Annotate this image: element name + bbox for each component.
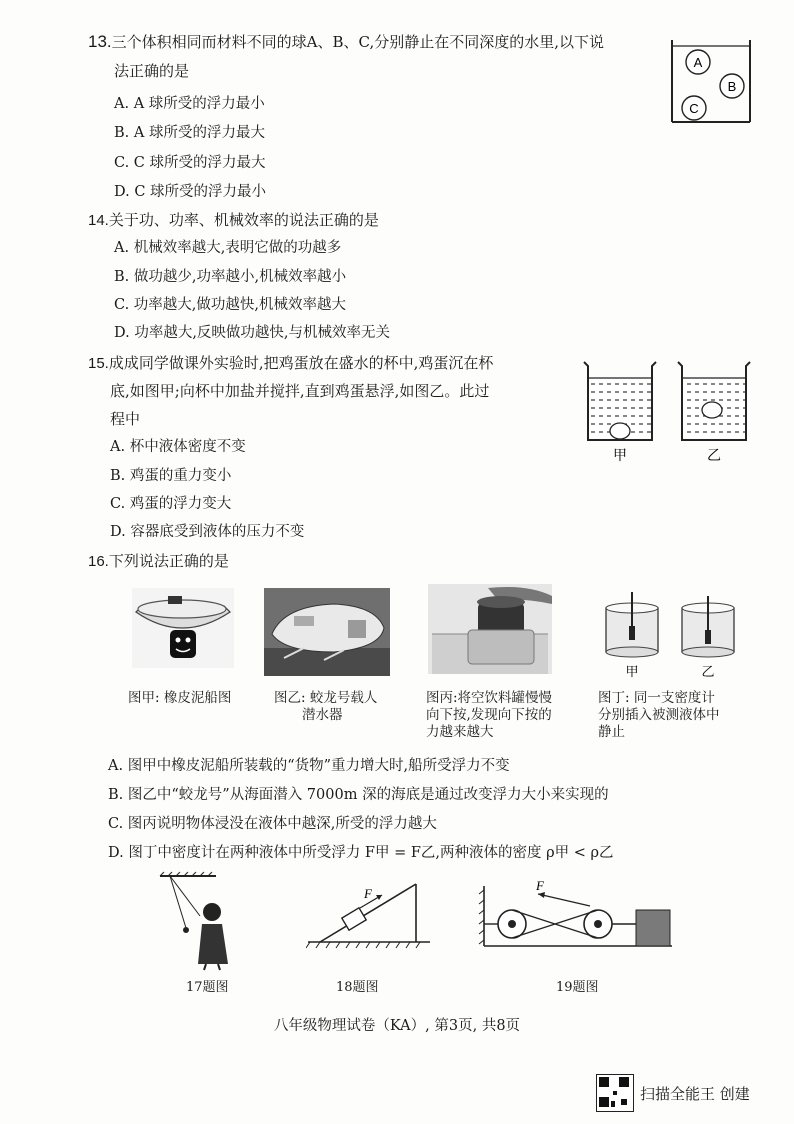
q13-option-a: A. A 球所受的浮力最小 [114,96,265,112]
q15-option-b: B. 鸡蛋的重力变小 [110,468,232,484]
q15-figure [582,356,762,466]
beaker-yi [678,362,750,440]
caption-bing-line1: 图丙:将空饮料罐慢慢 [426,690,553,706]
q16-option-b: B. 图乙中“蛟龙号”从海面潜入 7000m 深的海底是通过改变浮力大小来实现的 [108,787,609,803]
q14-number: 14. [88,212,109,229]
caption-bing [426,690,552,741]
q13-stem [88,31,604,53]
q13-option-b: B. A 球所受的浮力最大 [114,125,265,141]
q16-option-d: D. 图丁中密度计在两种液体中所受浮力 F甲 = F乙,两种液体的密度 ρ甲 < ρ乙 [108,845,614,861]
photo-jiaolong [264,588,390,676]
egg-jia [610,423,630,439]
q13-number: 13. [88,32,112,51]
caption-jia [128,690,231,707]
caption-ding-line2: 分别插入被测液体中 [598,707,720,723]
q16-option-a: A. 图甲中橡皮泥船所装载的“货物”重力增大时,船所受浮力不变 [108,758,510,774]
hydrometer-label-jia: 甲 [625,665,639,680]
q14-option-a: A. 机械效率越大,表明它做的功越多 [114,240,342,256]
fig19-caption: 19题图 [556,980,599,995]
q16-option-c: C. 图丙说明物体浸没在液体中越深,所受的浮力越大 [108,816,437,832]
beaker-jia [584,362,656,440]
q14-option-c: C. 功率越大,做功越快,机械效率越大 [114,297,347,313]
caption-ding [598,690,720,741]
q14-option-d: D. 功率越大,反映做功越快,与机械效率无关 [114,325,391,341]
fig-label-yi: 乙 [707,448,721,464]
q15-option-c: C. 鸡蛋的浮力变大 [110,496,232,512]
q15-stem-line1: 成成同学做课外实验时,把鸡蛋放在盛水的杯中,鸡蛋沉在杯 [108,354,494,372]
photo-can-push [428,584,552,674]
q15-stem [88,352,493,375]
fig-label-jia: 甲 [613,448,627,464]
caption-bing-line3: 力越来越大 [426,724,494,740]
photo-hydrometers [598,592,748,684]
page-footer: 八年级物理试卷（KA）, 第3页, 共8页 [273,1018,521,1034]
ball-a-label: A [693,55,703,70]
fig17-drawing [156,868,252,972]
caption-yi-line2: 潜水器 [302,707,343,723]
watermark-text: 扫描全能王 创建 [640,1085,750,1103]
caption-yi-line1: 图乙: 蛟龙号载人 [274,690,378,706]
caption-bing-line2: 向下按,发现向下按的 [426,707,552,723]
fig19-drawing [478,880,674,954]
caption-yi [274,690,377,724]
q15-number: 15. [88,355,109,372]
q15-option-d: D. 容器底受到液体的压力不变 [110,524,305,540]
qr-code-icon [596,1074,634,1112]
q16-number: 16. [88,553,109,570]
q14-option-b: B. 做功越少,功率越小,机械效率越小 [114,269,347,285]
q13-stem-line2: 法正确的是 [114,62,190,80]
fig18-drawing [306,880,432,952]
fig18-caption: 18题图 [336,980,379,995]
q13-option-c: C. C 球所受的浮力最大 [114,155,266,171]
q13-figure [668,36,754,128]
ball-c-label: C [689,101,699,116]
fig18-force-label: F [364,886,372,901]
q14-stem [88,209,379,232]
q16-stem [88,550,229,573]
hydrometer-label-yi: 乙 [701,665,715,680]
egg-yi [702,402,722,418]
q15-stem-line2: 底,如图甲;向杯中加盐并搅拌,直到鸡蛋悬浮,如图乙。此过 [110,382,490,400]
q15-option-a: A. 杯中液体密度不变 [110,439,246,455]
q13-option-d: D. C 球所受的浮力最小 [114,184,267,200]
q13-stem-line1: 三个体积相同而材料不同的球A、B、C,分别静止在不同深度的水里,以下说 [111,33,604,51]
caption-ding-line1: 图丁: 同一支密度计 [598,690,715,706]
caption-jia-line1: 图甲: 橡皮泥船图 [128,690,232,706]
q16-stem-text: 下列说法正确的是 [108,552,229,570]
fig17-caption: 17题图 [186,980,229,995]
q15-stem-line3: 程中 [110,410,141,428]
q14-stem-text: 关于功、功率、机械效率的说法正确的是 [108,211,379,229]
ball-b-label: B [727,79,737,94]
photo-clay-boat [132,588,234,668]
fig19-force-label: F [536,880,544,893]
caption-ding-line3: 静止 [598,724,625,740]
